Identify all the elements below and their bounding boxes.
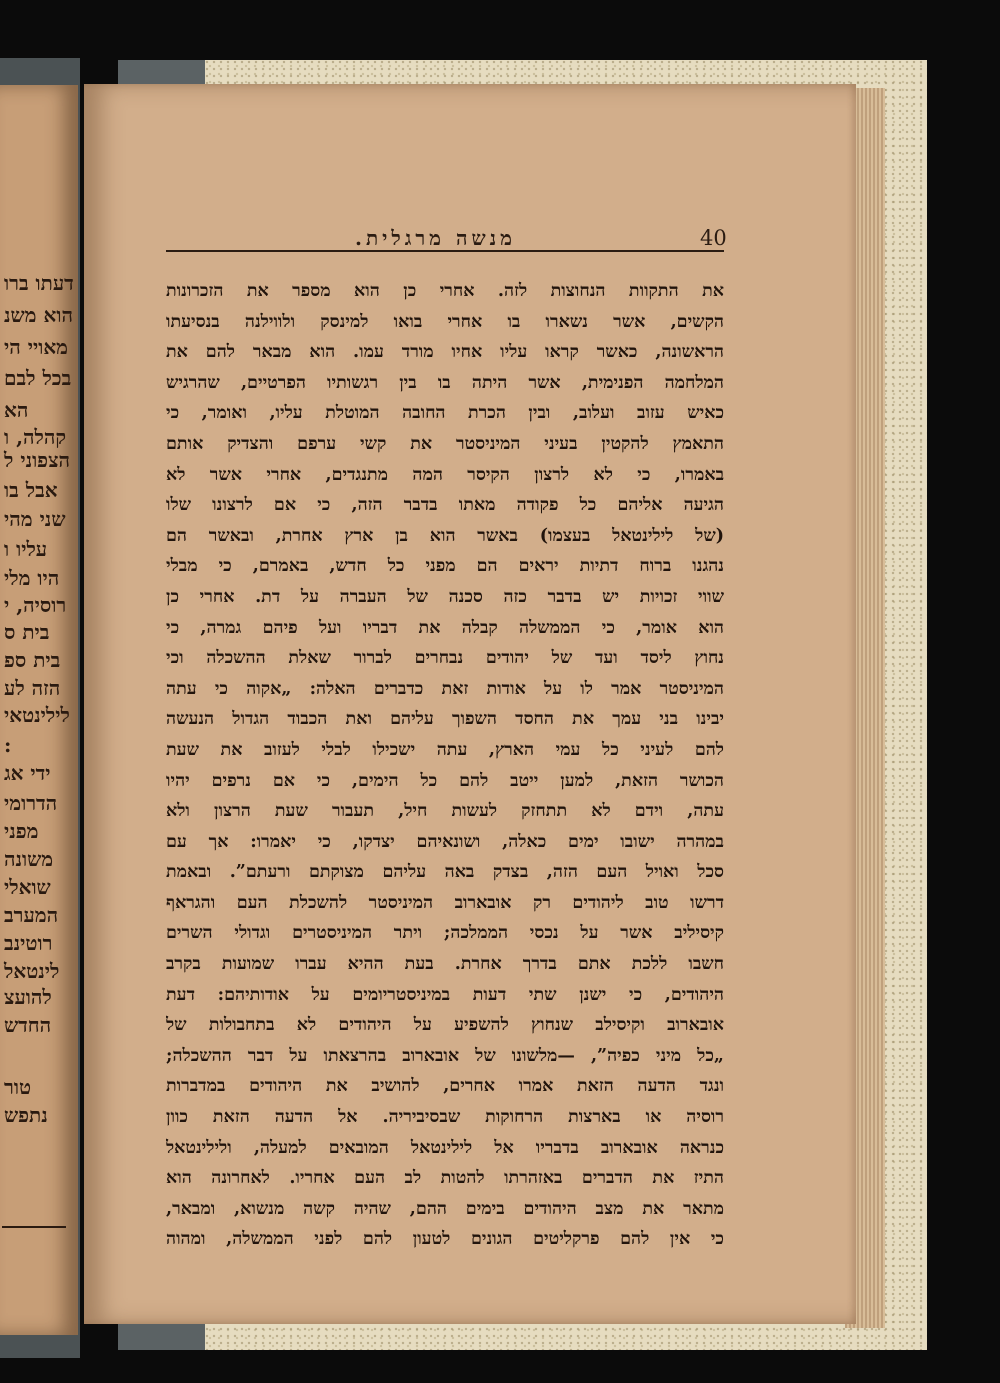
text-line: היהודים, כי ישנן שתי דעות במיניסטריומים על אודותיהם: דעת: [166, 984, 724, 1005]
text-line: התאמץ להקטין בעיני המיניסטר את קשי ערפם והצדיק אותם: [166, 433, 724, 454]
text-line: אובארוב וקיסילב שנחוץ להשפיע על היהודים לא בתחבולות של: [166, 1015, 724, 1036]
left-page-line: החדש: [4, 1013, 52, 1037]
left-page-line: היו מלי: [4, 566, 60, 590]
text-line: באמרו, כי לא לרצון הקיסר המה מתנגדים, אחרי אשר לא: [166, 464, 724, 485]
left-page-line: הזה לע: [4, 676, 61, 700]
text-line: מתאר את מצב היהודים בימים ההם, שהיה קשה מנשוא, ומבאר,: [166, 1198, 724, 1219]
left-page-line: מפני: [4, 819, 39, 843]
text-line: נחוץ ליסד ועד של יהודים נבחרים לברור שאלת ההשכלה וכי: [166, 648, 724, 669]
text-line: הוא אומר, כי הממשלה קבלה את דבריו ועל פיהם גמרה, כי: [166, 617, 724, 638]
page-number: 40: [700, 226, 727, 250]
text-line: נהגנו ברוח דתיות יראים הם מפני כל חדש, באמרם, כי מבלי: [166, 556, 724, 577]
text-line: ונגד הדעה הזאת אמרו אחרים, להושיב את היהודים במדברות: [166, 1076, 724, 1097]
text-line: עתה, וידם לא תתחזק לעשות חיל, תעבור שעת הרצון ולא: [166, 801, 724, 822]
left-page-line: ידי אג: [4, 761, 51, 785]
left-page-line: מאויי הי: [4, 335, 69, 359]
left-page-line: נתפש: [4, 1103, 48, 1127]
text-line: המלחמה הפנימית, אשר היתה בו בין רגשותיו הפרטיים, שהרגיש: [166, 372, 724, 393]
text-line: הקשים, אשר נשארו בו אחרי בואו למינסק ולווילנה בנסיעתו: [166, 311, 724, 332]
text-line: הגיעה אליהם כל פקודה מאתו בדבר הזה, כי אם לרצונו שלו: [166, 495, 724, 516]
left-page-line: להועצ: [4, 985, 52, 1009]
text-line: שווי זכויות יש בדבר כזה סכנה של העברה על דת. אחרי כן: [166, 586, 724, 607]
left-page-line: שני מהי: [4, 507, 66, 531]
running-title: מנשה מרגלית.: [355, 226, 517, 250]
text-line: סכל ואויל העם הזה, בצדק באה עליהם מצוקתם ורעתם”. ובאמת: [166, 862, 724, 883]
text-line: כי אין להם פרקליטים הגונים לטעון להם לפני הממשלה, ומהוה: [166, 1229, 724, 1250]
left-page-line: הדרומי: [4, 791, 58, 815]
left-page-line: בית ס: [4, 620, 50, 644]
left-page-line: טור: [4, 1075, 32, 1099]
text-line: דרשו טוב ליהודים רק אובארוב המיניסטר להשכלת העם והגראף: [166, 892, 724, 913]
text-line: יבינו בני עמך את החסד השפוך עליהם ואת הכבוד הגדול הנעשה: [166, 709, 724, 730]
text-line: (של לילינטאל בעצמו) באשר הוא בן ארץ אחרת, ובאשר הם: [166, 525, 724, 546]
left-page-line: דעתו ברו: [4, 271, 74, 295]
left-page-line: בית ספ: [4, 648, 61, 672]
text-line: במהרה ישובו ימים כאלה, ושונאיהם יצדקו, כי יאמרו: אך עם: [166, 831, 724, 852]
text-line: כאיש עזוב ועלוב, ובין הכרת החובה המוטלת עליו, ואומר, כי: [166, 403, 724, 424]
text-line: „כל מיני כפיה”, —מלשונו של אובארוב בהרצאתו על דבר ההשכלה;: [166, 1045, 724, 1066]
left-page-line: לילינטאי: [4, 703, 70, 727]
left-page-line: הוא משנ: [4, 303, 73, 327]
text-line: התיז את הדברים באזהרתו להטות לב העם אחריו. לאחרונה הוא: [166, 1168, 724, 1189]
body-text: [166, 276, 724, 1255]
left-page-line: שואלי: [4, 875, 51, 899]
left-page-line: המערב: [4, 903, 59, 927]
left-page-line: בכל לבם: [4, 366, 72, 390]
left-page-line: עליו ו: [4, 537, 48, 561]
text-line: את התקוות הנחוצות לזה. אחרי כן הוא מספר את הזכרונות: [166, 281, 724, 301]
left-page-line: רוטינב: [4, 931, 53, 955]
header-rule: [166, 250, 724, 252]
left-page-line: רוסיה, י: [4, 593, 67, 617]
left-page-line: קהלה, ו: [4, 425, 67, 449]
left-page-line: אבל בו: [4, 478, 58, 502]
text-line: קיסיליב אשר על נכסי הממלכה; ויתר המיניסטרים וגדולי השרים: [166, 923, 724, 944]
text-line: כנראה אובארוב בדבריו אל לילינטאל המובאים למעלה, ולילינטאל: [166, 1137, 724, 1158]
text-line: הכושר הזאת, למען ייטב להם כל הימים, כי אם נרפים יהיו: [166, 770, 724, 791]
text-line: להם לעיני כל עמי הארץ, עתה ישכילו לבלי לעזוב את שעת: [166, 739, 724, 760]
text-line: רוסיה או בארצות הרחוקות שבסיביריה. אל הדעה הזאת כוון: [166, 1107, 724, 1128]
left-page-line: לינטאל: [4, 959, 60, 983]
left-page-line: הצפוני ל: [4, 448, 71, 472]
text-line: חשבו ללכת אתם בדרך אחרת. בעת ההיא עברו שמועות בקרב: [166, 954, 724, 975]
left-page-line: :: [4, 733, 12, 757]
left-page-line: משונה: [4, 847, 54, 871]
left-page: [0, 85, 78, 1335]
text-line: המיניסטר אמר לו על אודות זאת כדברים האלה: „אקוה כי עתה: [166, 678, 724, 699]
left-page-rule: [2, 1226, 66, 1228]
left-page-line: הא: [4, 398, 29, 422]
text-line: הראשונה, כאשר קראו עליו אחיו מורד עמו. הוא מבאר להם את: [166, 342, 724, 363]
